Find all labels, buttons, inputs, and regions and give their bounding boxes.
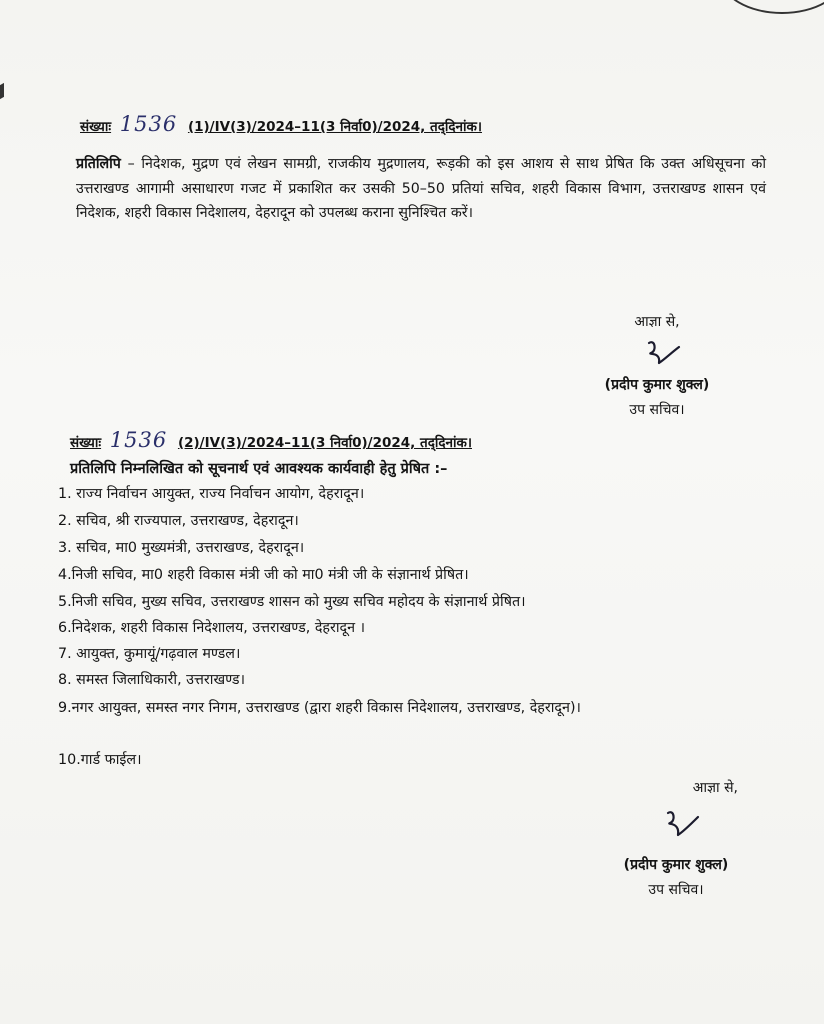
signatory-name: (प्रदीप कुमार शुक्ल): [604, 377, 710, 393]
handwritten-signature: [646, 805, 706, 845]
by-order-text: आज्ञा से,: [634, 314, 680, 330]
reference-number-2: [70, 428, 472, 452]
handwritten-number: 1536: [109, 428, 168, 452]
signature-block-1: [582, 312, 732, 419]
list-item: 2. सचिव, श्री राज्यपाल, उत्तराखण्ड, देहरादून।: [58, 513, 299, 529]
list-item: 4.निजी सचिव, मा0 शहरी विकास मंत्री जी को मा0 मंत्री जी के संज्ञानार्थ प्रेषित।: [58, 567, 469, 583]
copy-paragraph: [76, 152, 766, 226]
list-item: 7. आयुक्त, कुमायूं/गढ़वाल मण्डल।: [58, 646, 241, 662]
signatory-designation: उप सचिव।: [629, 402, 685, 418]
ref-label: संख्याः: [80, 119, 112, 135]
handwritten-signature: [627, 337, 687, 371]
paragraph-heading: प्रतिलिपि: [76, 156, 121, 172]
handwritten-number: 1536: [119, 112, 178, 136]
list-item: 1. राज्य निर्वाचन आयुक्त, राज्य निर्वाचन आयोग, देहरादून।: [58, 486, 365, 502]
list-item: 10.गार्ड फाईल।: [58, 752, 142, 768]
copy-intro: [70, 458, 447, 478]
list-item: 6.निदेशक, शहरी विकास निदेशालय, उत्तराखण्ड, देहरादून ।: [58, 620, 366, 636]
list-item: 9.नगर आयुक्त, समस्त नगर निगम, उत्तराखण्ड (द्वारा शहरी विकास निदेशालय, उत्तराखण्ड, देहरादून)।: [58, 700, 581, 716]
ref-code: (2)/IV(3)/2024–11(3 निर्वा0)/2024, तद्‌दिनांक।: [177, 435, 472, 451]
ref-code: (1)/IV(3)/2024–11(3 निर्वा0)/2024, तद्‌दिनांक।: [187, 119, 482, 135]
edge-mark: [0, 83, 4, 99]
paragraph-body: – निदेशक, मुद्रण एवं लेखन सामग्री, राजकीय मुद्रणालय, रूड़की को इस आशय से साथ प्रेषित कि उक्त अधिसूचना को उत्तराखण्ड आगामी असाधारण गजट में प्रकाशित कर उसकी 50–50 प्रतियां सचिव, शहरी विकास विभाग, उत्तराखण्ड शासन एवं निदेशक, शहरी विकास निदेशालय, देहरादून को उपलब्ध कराना सुनिश्चित करें।: [76, 156, 766, 221]
by-order-text: आज्ञा से,: [692, 780, 738, 796]
list-item: 5.निजी सचिव, मुख्य सचिव, उत्तराखण्ड शासन को मुख्य सचिव महोदय के संज्ञानार्थ प्रेषित।: [58, 594, 526, 610]
intro-body: निम्नलिखित को सूचनार्थ एवं आवश्यक कार्यवाही हेतु प्रेषित :–: [115, 461, 448, 477]
list-item: 3. सचिव, मा0 मुख्यमंत्री, उत्तराखण्ड, देहरादून।: [58, 540, 305, 556]
list-item: 8. समस्त जिलाधिकारी, उत्तराखण्ड।: [58, 672, 245, 688]
signatory-designation: उप सचिव।: [648, 882, 704, 898]
intro-heading: प्रतिलिपि: [70, 461, 116, 477]
signature-block-2: [596, 778, 756, 899]
ref-label: संख्याः: [70, 435, 102, 451]
corner-stamp-arc: [720, 0, 824, 14]
reference-number-1: [80, 112, 482, 136]
signatory-name: (प्रदीप कुमार शुक्ल): [623, 857, 729, 873]
